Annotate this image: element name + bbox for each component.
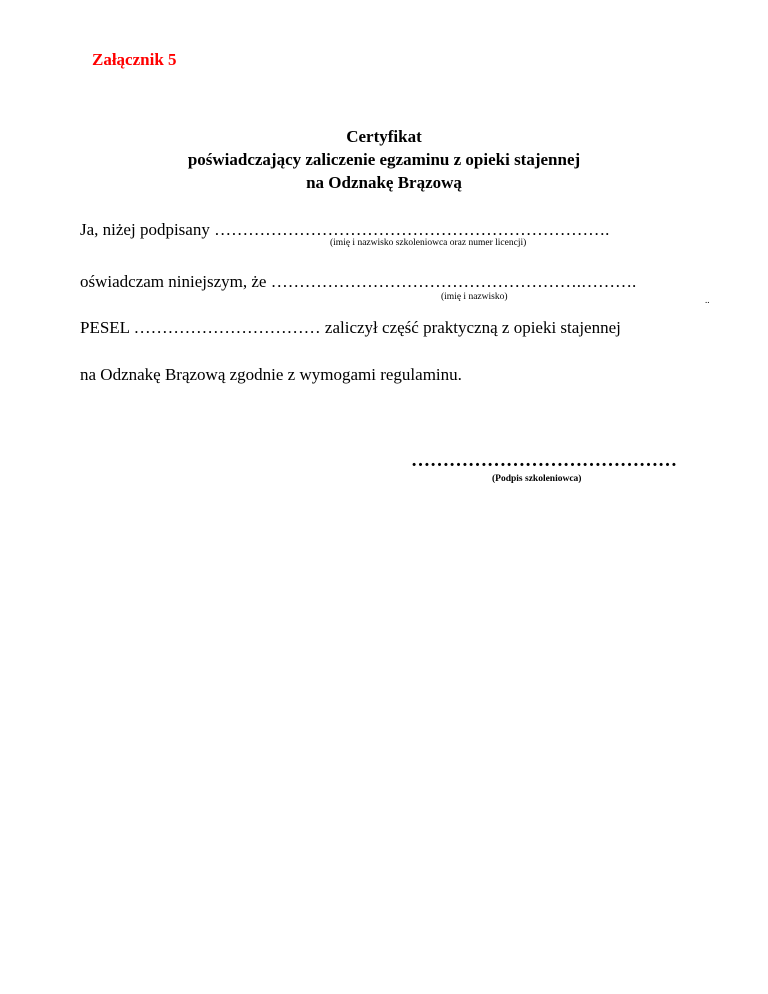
- conclusion-line: na Odznakę Brązową zgodnie z wymogami regulaminu.: [80, 365, 462, 384]
- signature-label: (Podpis szkoleniowca): [492, 474, 582, 484]
- pesel-line: PESEL …………………………… zaliczył część praktyczną z opieki stajennej: [80, 318, 621, 337]
- document-subtitle: poświadczający zaliczenie egzaminu z opieki stajennej: [187, 150, 581, 169]
- document-title: Certyfikat: [346, 127, 422, 146]
- signature-dots: ……………………………………: [411, 450, 677, 471]
- margin-mark: ..: [705, 295, 710, 305]
- document-subtitle-badge: na Odznakę Brązową: [306, 173, 462, 192]
- signer-line: Ja, niżej podpisany …………………………………………………………….: [80, 220, 610, 239]
- attachment-label: Załącznik 5: [92, 50, 177, 69]
- signer-line-hint: (imię i nazwisko szkoleniowca oraz numer licencji): [330, 238, 527, 248]
- declaration-line: oświadczam niniejszym, że ……………………………………………….……….: [80, 272, 637, 291]
- declaration-line-hint: (imię i nazwisko): [441, 292, 508, 302]
